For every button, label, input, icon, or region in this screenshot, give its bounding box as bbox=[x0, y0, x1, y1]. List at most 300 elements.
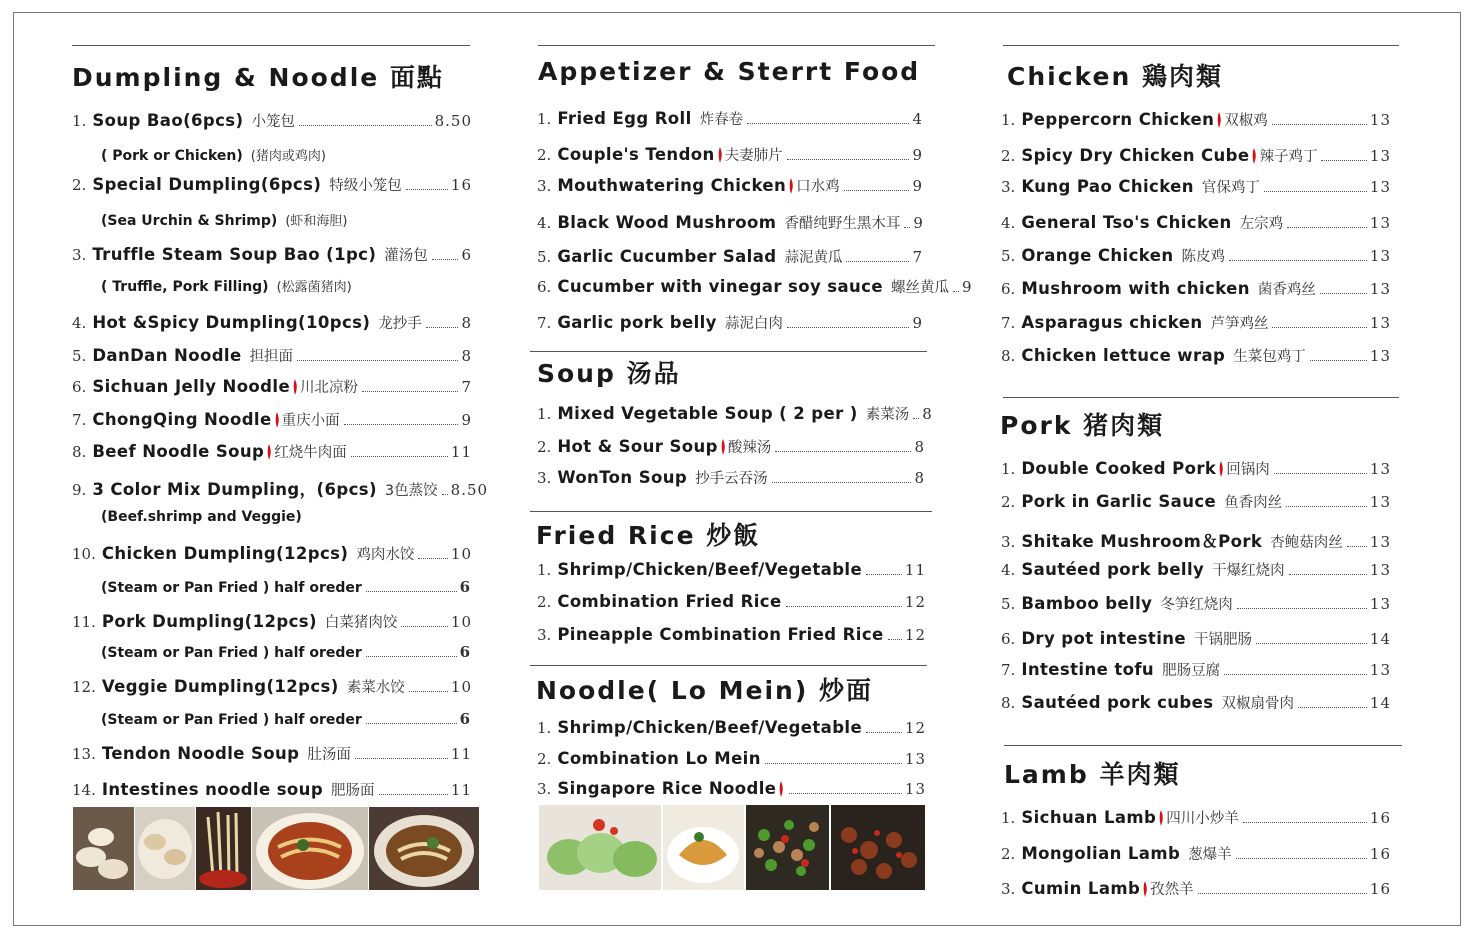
dot-leader bbox=[888, 639, 902, 640]
item-price: 7 bbox=[461, 378, 472, 396]
dot-leader bbox=[1243, 822, 1367, 823]
item-price: 8 bbox=[914, 469, 925, 487]
item-name: General Tso's Chicken bbox=[1021, 213, 1232, 232]
dot-leader bbox=[1256, 643, 1367, 644]
menu-item bbox=[537, 175, 923, 196]
item-name: Fried Egg Roll bbox=[557, 109, 692, 128]
menu-item bbox=[1001, 312, 1391, 333]
section-title-noodle: Noodle( Lo Mein) 炒面 bbox=[536, 676, 873, 705]
chili-pepper-icon bbox=[1142, 881, 1148, 897]
item-number: 4. bbox=[1001, 214, 1016, 232]
item-number: 2. bbox=[537, 438, 552, 456]
dot-leader bbox=[299, 125, 432, 126]
item-price: 11 bbox=[450, 443, 472, 461]
item-chinese-name: 干锅肥肠 bbox=[1194, 632, 1253, 648]
item-number: 3. bbox=[537, 177, 552, 195]
item-price: 13 bbox=[1369, 595, 1391, 613]
item-name: Pork Dumpling(12pcs) bbox=[101, 612, 317, 631]
dot-leader bbox=[379, 794, 448, 795]
item-price: 9 bbox=[912, 177, 923, 195]
menu-item-note bbox=[101, 643, 471, 662]
item-number: 8. bbox=[1001, 347, 1016, 365]
chili-pepper-icon bbox=[274, 412, 280, 428]
item-name: Chicken Dumpling(12pcs) bbox=[101, 544, 349, 563]
menu-item bbox=[1001, 345, 1391, 366]
menu-item bbox=[537, 625, 926, 645]
menu-item bbox=[1001, 528, 1391, 552]
menu-item bbox=[1001, 692, 1391, 713]
menu-item bbox=[537, 144, 923, 165]
item-chinese-name: 双椒鸡 bbox=[1224, 113, 1268, 129]
item-number: 2. bbox=[1001, 493, 1016, 511]
dot-leader bbox=[432, 259, 459, 260]
menu-item bbox=[72, 110, 472, 131]
dot-leader bbox=[418, 558, 448, 559]
item-number: 6. bbox=[537, 278, 552, 296]
item-name: Veggie Dumpling(12pcs) bbox=[101, 677, 339, 696]
item-price: 6 bbox=[459, 710, 471, 728]
item-note-text: ( Pork or Chicken) bbox=[101, 148, 243, 164]
item-number: 3. bbox=[537, 626, 552, 644]
item-number: 7. bbox=[1001, 314, 1016, 332]
chili-pepper-icon bbox=[266, 444, 272, 460]
item-name: Singapore Rice Noodle bbox=[557, 779, 777, 798]
item-price: 13 bbox=[904, 750, 926, 768]
menu-item bbox=[72, 345, 472, 366]
item-number: 2. bbox=[537, 750, 552, 768]
item-name: Double Cooked Pork bbox=[1021, 459, 1217, 478]
item-name: Garlic pork belly bbox=[557, 313, 717, 332]
item-number: 3. bbox=[537, 780, 552, 798]
divider bbox=[530, 511, 932, 512]
item-number: 11. bbox=[72, 613, 96, 631]
menu-item bbox=[1001, 458, 1391, 479]
item-chinese-name: 生菜包鸡丁 bbox=[1233, 349, 1306, 365]
item-number: 6. bbox=[1001, 630, 1016, 648]
section-title-lamb: Lamb 羊肉類 bbox=[1004, 760, 1181, 789]
menu-item-note bbox=[101, 145, 326, 164]
item-chinese-name: 灌汤包 bbox=[384, 248, 428, 264]
divider bbox=[530, 665, 927, 666]
item-chinese-name: 香醋纯野生黑木耳 bbox=[784, 216, 901, 232]
chili-pepper-icon bbox=[788, 178, 794, 194]
item-name: Pork in Garlic Sauce bbox=[1021, 492, 1217, 511]
item-price: 6 bbox=[459, 578, 471, 596]
item-note-text: ( Truffle, Pork Filling) bbox=[101, 279, 269, 295]
item-price: 4 bbox=[912, 110, 923, 128]
item-number: 2. bbox=[537, 593, 552, 611]
dot-leader bbox=[362, 391, 458, 392]
item-chinese-name: 肥肠豆腐 bbox=[1162, 663, 1221, 679]
item-price: 13 bbox=[1369, 247, 1391, 265]
item-number: 3. bbox=[1001, 880, 1016, 898]
menu-item bbox=[537, 403, 933, 424]
item-number: 8. bbox=[1001, 694, 1016, 712]
item-name: Garlic Cucumber Salad bbox=[557, 247, 777, 266]
menu-item bbox=[1001, 878, 1391, 899]
item-price: 12 bbox=[904, 593, 926, 611]
menu-item-note bbox=[101, 276, 352, 295]
item-name: Black Wood Mushroom bbox=[557, 213, 777, 232]
item-price: 7 bbox=[912, 248, 923, 266]
item-number: 3. bbox=[537, 469, 552, 487]
chili-pepper-icon bbox=[292, 379, 298, 395]
dot-leader bbox=[406, 189, 448, 190]
item-name: Truffle Steam Soup Bao (1pc) bbox=[92, 245, 377, 264]
item-number: 13. bbox=[72, 745, 96, 763]
dot-leader bbox=[913, 418, 919, 419]
item-chinese-name: 陈皮鸡 bbox=[1181, 249, 1225, 265]
item-chinese-name: 鱼香肉丝 bbox=[1224, 495, 1283, 511]
menu-item bbox=[537, 108, 923, 129]
food-photo-strip-noodles bbox=[73, 807, 479, 890]
item-price: 8.50 bbox=[450, 481, 489, 499]
item-price: 13 bbox=[1369, 661, 1391, 679]
item-name: Sichuan Jelly Noodle bbox=[92, 377, 291, 396]
item-number: 8. bbox=[72, 443, 87, 461]
item-chinese-name: 葱爆羊 bbox=[1188, 847, 1232, 863]
item-note-text: (Steam or Pan Fried ) half oreder bbox=[101, 580, 362, 596]
item-price: 9 bbox=[913, 214, 924, 232]
item-price: 10 bbox=[450, 545, 472, 563]
menu-item bbox=[537, 778, 926, 799]
item-name: DanDan Noodle bbox=[92, 346, 242, 365]
item-name: Sautéed pork belly bbox=[1021, 560, 1205, 579]
item-number: 5. bbox=[1001, 247, 1016, 265]
item-price: 11 bbox=[450, 745, 472, 763]
item-chinese-name: 肚汤面 bbox=[307, 747, 351, 763]
item-price: 8.50 bbox=[434, 112, 472, 130]
dot-leader bbox=[866, 732, 902, 733]
item-name: Sichuan Lamb bbox=[1021, 808, 1157, 827]
item-price: 12 bbox=[904, 719, 926, 737]
item-number: 2. bbox=[1001, 845, 1016, 863]
menu-item bbox=[1001, 593, 1391, 614]
item-price: 13 bbox=[1369, 314, 1391, 332]
dot-leader bbox=[355, 758, 448, 759]
item-number: 1. bbox=[537, 561, 552, 579]
item-chinese-name: 肥肠面 bbox=[331, 783, 375, 799]
item-name: Beef Noodle Soup bbox=[92, 442, 265, 461]
divider bbox=[530, 351, 927, 352]
item-name: ChongQing Noodle bbox=[92, 410, 272, 429]
item-number: 5. bbox=[537, 248, 552, 266]
item-price: 16 bbox=[1369, 880, 1391, 898]
item-price: 13 bbox=[1369, 460, 1391, 478]
item-price: 8 bbox=[461, 347, 472, 365]
dot-leader bbox=[1229, 260, 1367, 261]
menu-item bbox=[537, 749, 926, 769]
item-number: 1. bbox=[537, 110, 552, 128]
chili-pepper-icon bbox=[1158, 810, 1164, 826]
item-name: Combination Lo Mein bbox=[557, 749, 761, 768]
menu-item bbox=[72, 174, 472, 195]
dot-leader bbox=[442, 494, 448, 495]
item-price: 8 bbox=[922, 405, 933, 423]
section-title-soup: Soup 汤品 bbox=[537, 359, 681, 388]
dot-leader bbox=[787, 327, 910, 328]
item-chinese-name: 担担面 bbox=[249, 349, 294, 365]
menu-item bbox=[537, 467, 925, 488]
item-number: 2. bbox=[537, 146, 552, 164]
item-price: 13 bbox=[1369, 493, 1391, 511]
menu-item-note bbox=[101, 509, 302, 525]
item-chinese-name: 抄手云吞汤 bbox=[695, 471, 768, 487]
item-price: 8 bbox=[461, 314, 472, 332]
dot-leader bbox=[1320, 293, 1367, 294]
item-name: Hot & Sour Soup bbox=[557, 437, 718, 456]
item-number: 5. bbox=[1001, 595, 1016, 613]
chili-pepper-icon bbox=[778, 781, 784, 797]
dot-leader bbox=[344, 424, 459, 425]
menu-item bbox=[1001, 843, 1391, 864]
dot-leader bbox=[1287, 227, 1367, 228]
item-price: 13 bbox=[1369, 178, 1391, 196]
dot-leader bbox=[1310, 360, 1367, 361]
item-number: 3. bbox=[1001, 178, 1016, 196]
menu-item bbox=[72, 476, 489, 500]
item-number: 7. bbox=[1001, 661, 1016, 679]
item-name: Bamboo belly bbox=[1021, 594, 1153, 613]
item-number: 1. bbox=[72, 112, 87, 130]
dot-leader bbox=[366, 723, 457, 724]
item-note-chinese: (猪肉或鸡肉) bbox=[250, 149, 326, 164]
menu-item bbox=[1001, 659, 1391, 680]
item-price: 13 bbox=[1369, 280, 1391, 298]
menu-item bbox=[72, 441, 472, 462]
item-price: 16 bbox=[450, 176, 472, 194]
item-number: 1. bbox=[1001, 460, 1016, 478]
item-chinese-name: 素菜汤 bbox=[865, 407, 910, 423]
item-name: WonTon Soup bbox=[557, 468, 688, 487]
item-number: 6. bbox=[72, 378, 87, 396]
item-price: 10 bbox=[450, 678, 472, 696]
divider bbox=[1003, 45, 1399, 46]
item-price: 13 bbox=[1369, 147, 1391, 165]
item-price: 11 bbox=[904, 561, 926, 579]
item-name: Mouthwatering Chicken bbox=[557, 176, 787, 195]
dot-leader bbox=[366, 591, 457, 592]
dot-leader bbox=[1274, 473, 1367, 474]
item-name: Intestines noodle soup bbox=[101, 780, 324, 799]
item-price: 9 bbox=[912, 314, 923, 332]
section-title-chicken: Chicken 鶏肉類 bbox=[1007, 62, 1223, 91]
item-chinese-name: 辣子鸡丁 bbox=[1259, 149, 1318, 165]
item-name: Pineapple Combination Fried Rice bbox=[557, 625, 884, 644]
menu-item bbox=[72, 743, 472, 764]
chili-pepper-icon bbox=[717, 147, 723, 163]
menu-item-note bbox=[101, 578, 471, 597]
item-price: 13 bbox=[1369, 533, 1391, 551]
dot-leader bbox=[401, 626, 447, 627]
menu-item bbox=[72, 543, 472, 564]
item-name: Special Dumpling(6pcs) bbox=[92, 175, 322, 194]
item-chinese-name: 口水鸡 bbox=[796, 179, 840, 195]
item-chinese-name: 3色蒸饺 bbox=[384, 483, 438, 499]
item-note-text: (Beef.shrimp and Veggie) bbox=[101, 509, 302, 525]
item-name: Combination Fried Rice bbox=[557, 592, 782, 611]
item-name: 3 Color Mix Dumpling，(6pcs) bbox=[92, 480, 377, 499]
item-chinese-name: 特级小笼包 bbox=[329, 178, 402, 194]
chili-pepper-icon bbox=[1216, 112, 1222, 128]
section-title-appetizer: Appetizer & Sterrt Food bbox=[538, 57, 921, 86]
item-chinese-name: 芦笋鸡丝 bbox=[1210, 316, 1269, 332]
menu-item-note bbox=[101, 710, 471, 729]
item-name: Tendon Noodle Soup bbox=[101, 744, 300, 763]
menu-item bbox=[72, 312, 472, 333]
menu-item bbox=[1001, 212, 1391, 233]
dot-leader bbox=[846, 261, 909, 262]
item-chinese-name: 冬笋红烧肉 bbox=[1160, 597, 1233, 613]
menu-item bbox=[72, 779, 472, 800]
item-name: Spicy Dry Chicken Cube bbox=[1021, 146, 1250, 165]
item-name: Shrimp/Chicken/Beef/Vegetable bbox=[557, 718, 863, 737]
menu-item bbox=[537, 276, 973, 297]
item-name: Kung Pao Chicken bbox=[1021, 177, 1194, 196]
menu-item bbox=[537, 436, 925, 457]
item-name: Soup Bao(6pcs) bbox=[92, 111, 244, 130]
menu-item bbox=[72, 676, 472, 697]
item-price: 10 bbox=[450, 613, 472, 631]
dot-leader bbox=[844, 190, 910, 191]
item-chinese-name: 蒜泥白肉 bbox=[724, 316, 783, 332]
chili-pepper-icon bbox=[720, 439, 726, 455]
menu-item bbox=[537, 212, 923, 233]
item-price: 6 bbox=[459, 643, 471, 661]
item-number: 1. bbox=[1001, 809, 1016, 827]
dot-leader bbox=[1272, 124, 1367, 125]
item-name: Peppercorn Chicken bbox=[1021, 110, 1215, 129]
menu-item bbox=[72, 244, 472, 265]
menu-item bbox=[1001, 176, 1391, 197]
item-chinese-name: 白菜猪肉饺 bbox=[324, 615, 398, 631]
dot-leader bbox=[786, 606, 902, 607]
menu-item bbox=[1001, 145, 1391, 166]
item-price: 9 bbox=[912, 146, 923, 164]
item-name: Mongolian Lamb bbox=[1021, 844, 1181, 863]
item-name: Asparagus chicken bbox=[1021, 313, 1203, 332]
item-price: 11 bbox=[450, 781, 472, 799]
item-number: 10. bbox=[72, 545, 96, 563]
dot-leader bbox=[904, 227, 910, 228]
menu-item bbox=[537, 718, 926, 738]
item-name: Cumin Lamb bbox=[1021, 879, 1141, 898]
divider bbox=[1003, 397, 1399, 398]
item-chinese-name: 蒜泥黄瓜 bbox=[784, 250, 843, 266]
item-price: 13 bbox=[1369, 111, 1391, 129]
menu-item bbox=[537, 246, 923, 267]
item-number: 7. bbox=[537, 314, 552, 332]
dot-leader bbox=[765, 763, 902, 764]
item-chinese-name: 红烧牛肉面 bbox=[274, 445, 347, 461]
item-name: Hot &Spicy Dumpling(10pcs) bbox=[92, 313, 371, 332]
item-price: 13 bbox=[1369, 214, 1391, 232]
item-price: 9 bbox=[961, 278, 973, 296]
item-chinese-name: 炸春卷 bbox=[699, 112, 744, 128]
item-price: 13 bbox=[1369, 347, 1391, 365]
item-chinese-name: 双椒扇骨肉 bbox=[1221, 696, 1294, 712]
item-number: 3. bbox=[1001, 533, 1016, 551]
item-price: 14 bbox=[1369, 630, 1391, 648]
item-chinese-name: 回锅肉 bbox=[1226, 462, 1270, 478]
menu-item bbox=[72, 409, 472, 430]
item-price: 12 bbox=[904, 626, 926, 644]
item-chinese-name: 龙抄手 bbox=[378, 316, 422, 332]
item-price: 16 bbox=[1369, 845, 1391, 863]
dot-leader bbox=[1236, 858, 1367, 859]
menu-item bbox=[537, 312, 923, 333]
item-name: Shitake Mushroom＆Pork bbox=[1021, 532, 1263, 551]
menu-item bbox=[1001, 491, 1391, 512]
dot-leader bbox=[1298, 707, 1367, 708]
chili-pepper-icon bbox=[1218, 461, 1224, 477]
dot-leader bbox=[772, 482, 912, 483]
item-chinese-name: 素菜水饺 bbox=[346, 680, 405, 696]
menu-item bbox=[537, 560, 926, 580]
item-price: 8 bbox=[914, 438, 925, 456]
item-price: 13 bbox=[904, 780, 926, 798]
item-name: Intestine tofu bbox=[1021, 660, 1155, 679]
item-chinese-name: 官保鸡丁 bbox=[1201, 180, 1260, 196]
item-chinese-name: 螺丝黄瓜 bbox=[890, 280, 949, 296]
dot-leader bbox=[747, 123, 909, 124]
dot-leader bbox=[351, 456, 448, 457]
item-name: Orange Chicken bbox=[1021, 246, 1174, 265]
menu-item bbox=[72, 376, 472, 397]
dot-leader bbox=[775, 451, 911, 452]
item-number: 6. bbox=[1001, 280, 1016, 298]
item-chinese-name: 干爆红烧肉 bbox=[1212, 563, 1285, 579]
item-chinese-name: 小笼包 bbox=[251, 114, 295, 130]
divider bbox=[1004, 745, 1402, 746]
item-chinese-name: 酸辣汤 bbox=[727, 440, 772, 456]
dot-leader bbox=[866, 574, 902, 575]
section-title-pork: Pork 猪肉類 bbox=[1000, 411, 1165, 440]
item-price: 16 bbox=[1369, 809, 1391, 827]
dot-leader bbox=[1321, 160, 1366, 161]
item-price: 6 bbox=[461, 246, 472, 264]
menu-item-note bbox=[101, 210, 347, 229]
section-title-dumpling: Dumpling & Noodle 面點 bbox=[72, 63, 444, 92]
item-number: 1. bbox=[1001, 111, 1016, 129]
item-note-chinese: (虾和海胆) bbox=[285, 214, 348, 229]
item-chinese-name: 菌香鸡丝 bbox=[1257, 282, 1316, 298]
dot-leader bbox=[297, 360, 458, 361]
item-name: Chicken lettuce wrap bbox=[1021, 346, 1226, 365]
item-number: 4. bbox=[1001, 561, 1016, 579]
item-chinese-name: 左宗鸡 bbox=[1239, 216, 1284, 232]
item-number: 2. bbox=[72, 176, 87, 194]
divider bbox=[72, 45, 470, 46]
item-price: 9 bbox=[461, 411, 472, 429]
item-name: Dry pot intestine bbox=[1021, 629, 1187, 648]
dot-leader bbox=[1286, 506, 1367, 507]
dot-leader bbox=[1198, 893, 1367, 894]
item-number: 9. bbox=[72, 481, 87, 499]
dot-leader bbox=[1237, 608, 1367, 609]
item-price: 13 bbox=[1369, 561, 1391, 579]
dot-leader bbox=[1289, 574, 1367, 575]
item-note-chinese: (松露菌猪肉) bbox=[276, 280, 352, 295]
item-note-text: (Steam or Pan Fried ) half oreder bbox=[101, 712, 362, 728]
item-chinese-name: 杏鲍菇肉丝 bbox=[1270, 535, 1343, 551]
item-number: 7. bbox=[72, 411, 87, 429]
item-number: 14. bbox=[72, 781, 96, 799]
item-name: Mushroom with chicken bbox=[1021, 279, 1250, 298]
menu-item bbox=[1001, 807, 1391, 828]
item-name: Mixed Vegetable Soup ( 2 per ) bbox=[557, 404, 858, 423]
menu-item bbox=[1001, 628, 1391, 649]
